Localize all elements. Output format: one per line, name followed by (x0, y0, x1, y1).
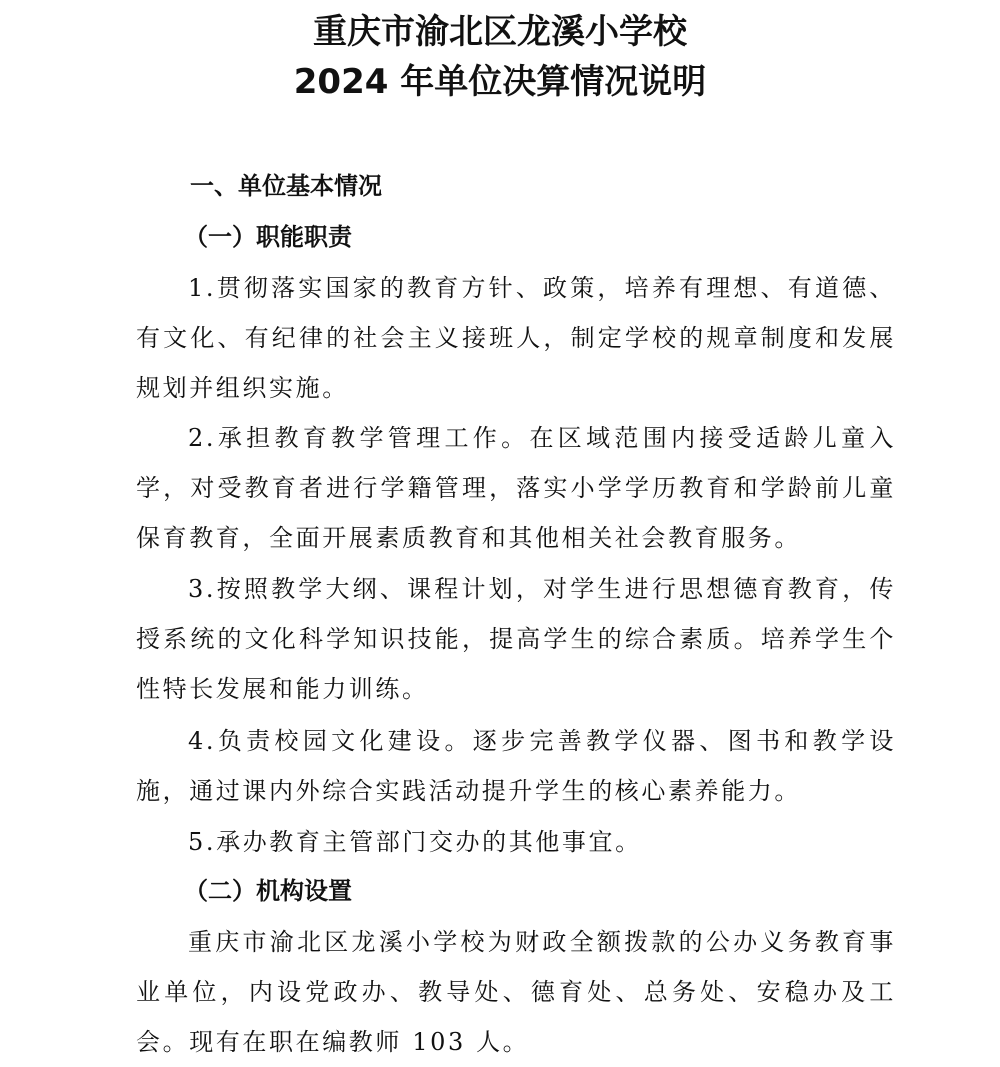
document-title-line-2: 2024 年单位决算情况说明 (293, 62, 707, 102)
document-title-line-1: 重庆市渝北区龙溪小学校 (313, 12, 687, 52)
duty-paragraph-5: 5.承办教育主管部门交办的其他事宜。 (188, 828, 642, 856)
section-heading-basic-info: 一、单位基本情况 (190, 172, 382, 200)
duty-paragraph-2: 2.承担教育教学管理工作。在区域范围内接受适龄儿童入学，对受教育者进行学籍管理，落实小学学历教育和学龄前儿童保育教育，全面开展素质教育和其他相关社会教育服务。 (136, 424, 896, 552)
subsection-heading-duties: （一）职能职责 (184, 222, 352, 251)
duty-paragraph-3: 3.按照教学大纲、课程计划，对学生进行思想德育教育，传授系统的文化科学知识技能，提高学生的综合素质。培养学生个性特长发展和能力训练。 (136, 575, 896, 703)
duty-paragraph-1: 1.贯彻落实国家的教育方针、政策，培养有理想、有道德、有文化、有纪律的社会主义接班人，制定学校的规章制度和发展规划并组织实施。 (136, 274, 896, 402)
subsection-heading-organization: （二）机构设置 (184, 876, 352, 905)
duty-paragraph-4: 4.负责校园文化建设。逐步完善教学仪器、图书和教学设施，通过课内外综合实践活动提升学生的核心素养能力。 (136, 727, 896, 805)
organization-paragraph: 重庆市渝北区龙溪小学校为财政全额拨款的公办义务教育事业单位，内设党政办、教导处、德育处、总务处、安稳办及工会。现有在职在编教师 103 人。 (136, 928, 896, 1056)
